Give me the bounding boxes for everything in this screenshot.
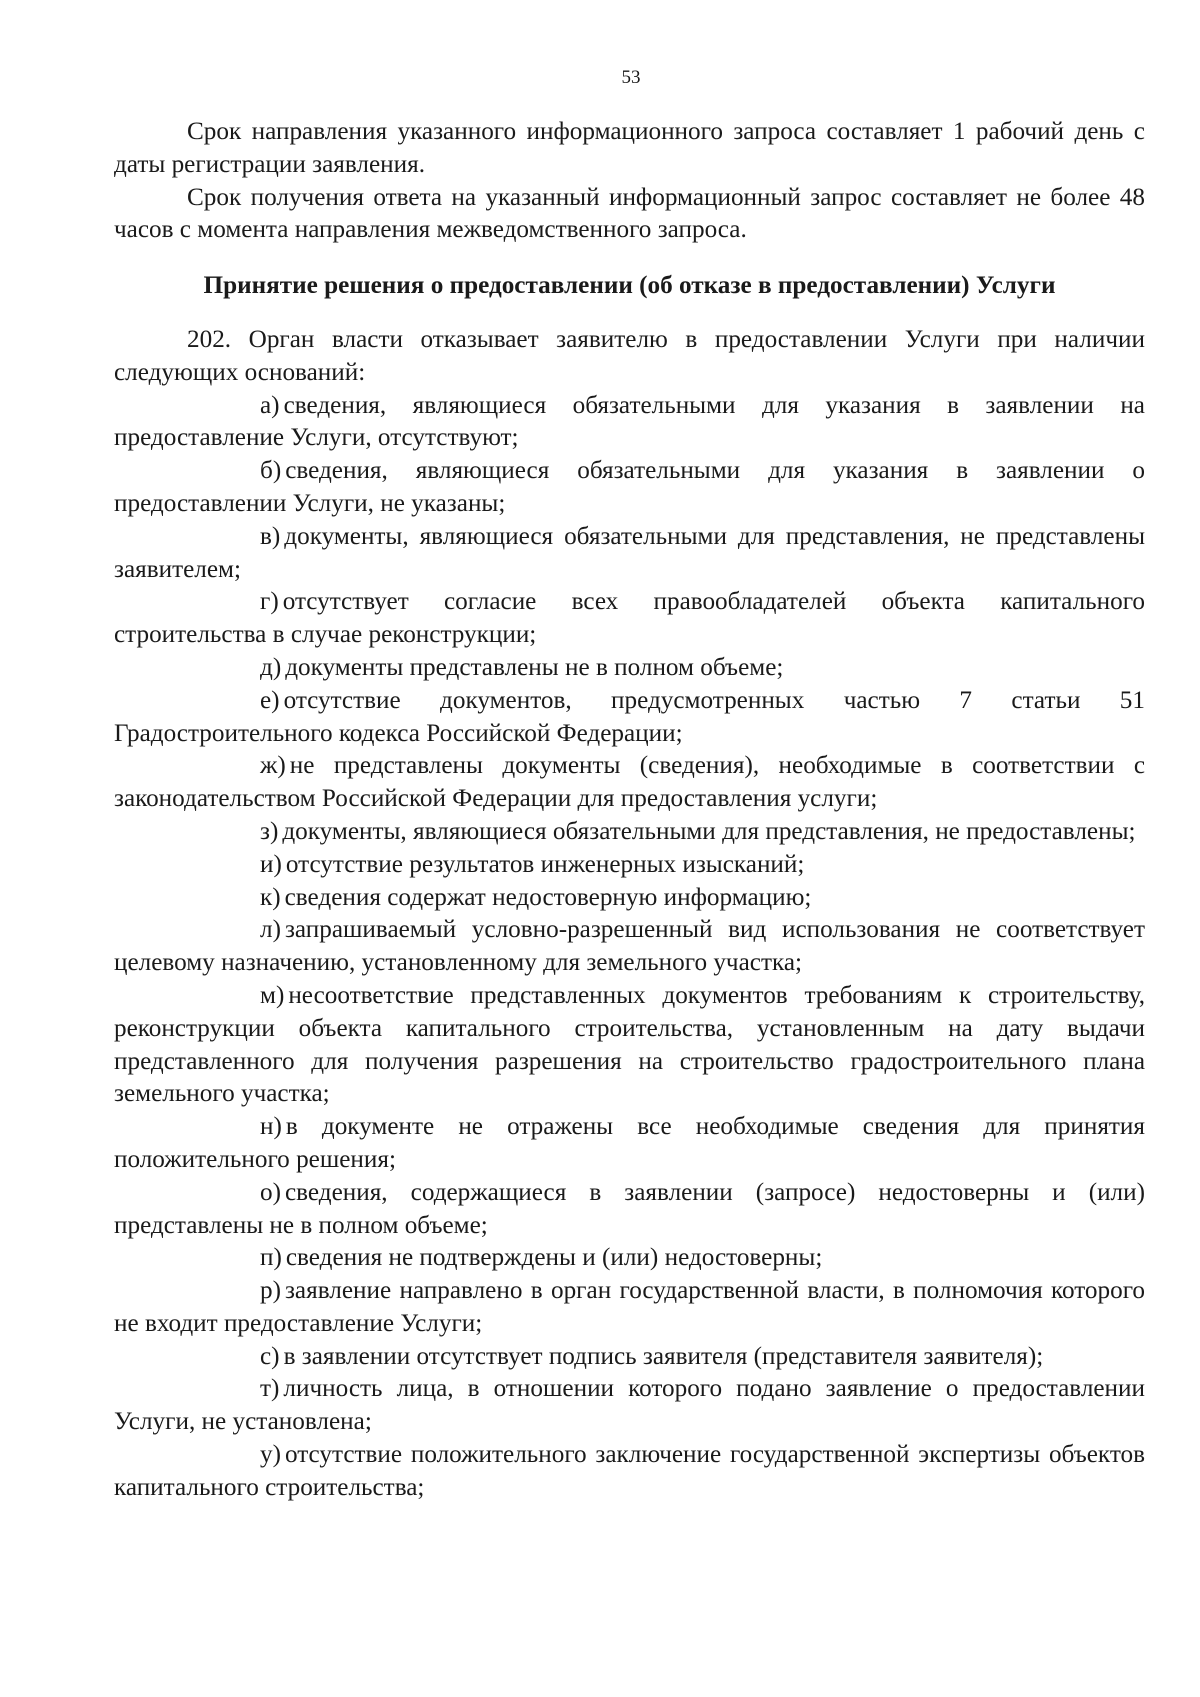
list-item bbox=[114, 1242, 1145, 1275]
list-item-marker: ж) bbox=[260, 752, 286, 780]
list-item-marker: н) bbox=[260, 1113, 282, 1141]
list-item-text: отсутствие документов, предусмотренных частью 7 статьи 51 Градостроительного кодекса Российской Федерации; bbox=[114, 686, 1145, 747]
list-item-marker: к) bbox=[260, 883, 281, 911]
page-number: 53 bbox=[621, 67, 641, 88]
list-item-marker: л) bbox=[260, 916, 281, 944]
list-item-marker: п) bbox=[260, 1244, 282, 1272]
list-item bbox=[114, 1341, 1145, 1374]
list-item-text: сведения, являющиеся обязательными для указания в заявлении на предоставление Услуги, отсутствуют; bbox=[114, 391, 1145, 452]
section-heading: Принятие решения о предоставлении (об отказе в предоставлении) Услуги bbox=[203, 272, 1056, 300]
list-item-text: сведения, являющиеся обязательными для указания в заявлении о предоставлении Услуги, не указаны; bbox=[114, 457, 1145, 517]
intro-paragraph-1: Срок направления указанного информационного запроса составляет 1 рабочий день с даты регистрации заявления. bbox=[114, 118, 1145, 178]
list-item bbox=[114, 1177, 1145, 1243]
list-item-marker: с) bbox=[260, 1342, 280, 1370]
list-item-marker: е) bbox=[260, 686, 280, 714]
list-item-marker: г) bbox=[260, 588, 279, 616]
list-item-text: отсутствует согласие всех правообладателей объекта капитального строительства в случае реконструкции; bbox=[114, 588, 1145, 649]
list-item-marker: а) bbox=[260, 391, 280, 419]
list-item bbox=[114, 980, 1145, 1111]
list-item-text: запрашиваемый условно-разрешенный вид использования не соответствует целевому назначению, установленному для земельного участка; bbox=[114, 916, 1145, 977]
list-item bbox=[114, 586, 1145, 652]
list-item-text: заявление направлено в орган государственной власти, в полномочия которого не входит предоставление Услуги; bbox=[114, 1277, 1145, 1337]
list-item bbox=[114, 390, 1145, 456]
list-item bbox=[114, 521, 1145, 587]
list-item bbox=[114, 1373, 1145, 1439]
grounds-list bbox=[114, 390, 1145, 1505]
list-item-text: документы, являющиеся обязательными для представления, не предоставлены; bbox=[282, 817, 1136, 845]
list-item-marker: у) bbox=[260, 1441, 281, 1469]
list-item-text: сведения не подтверждены и (или) недостоверны; bbox=[285, 1244, 823, 1272]
list-item bbox=[114, 455, 1145, 521]
list-item-text: в документе не отражены все необходимые сведения для принятия положительного решения; bbox=[114, 1113, 1145, 1173]
list-item bbox=[114, 882, 1145, 915]
list-item-marker: т) bbox=[260, 1375, 280, 1403]
list-item-marker: и) bbox=[260, 850, 282, 878]
clause-202: 202. Орган власти отказывает заявителю в предоставлении Услуги при наличии следующих оснований: bbox=[114, 325, 1145, 386]
list-item-text: сведения содержат недостоверную информацию; bbox=[284, 883, 812, 911]
list-item bbox=[114, 1275, 1145, 1341]
list-item-marker: з) bbox=[260, 817, 279, 845]
list-item-marker: о) bbox=[260, 1178, 281, 1206]
list-item-text: личность лица, в отношении которого подано заявление о предоставлении Услуги, не установлена; bbox=[114, 1375, 1145, 1436]
list-item-text: сведения, содержащиеся в заявлении (запросе) недостоверны и (или) представлены не в полном объеме; bbox=[114, 1178, 1145, 1239]
list-item bbox=[114, 750, 1145, 816]
list-item-text: отсутствие положительного заключение государственной экспертизы объектов капитального строительства; bbox=[114, 1441, 1145, 1501]
list-item-marker: р) bbox=[260, 1277, 281, 1305]
list-item-marker: б) bbox=[260, 457, 282, 485]
list-item bbox=[114, 816, 1145, 849]
document-body bbox=[114, 116, 1145, 1505]
list-item-text: не представлены документы (сведения), необходимые в соответствии с законодательством Российской Федерации для предоставления услуги; bbox=[114, 752, 1145, 813]
list-item bbox=[114, 849, 1145, 882]
list-item bbox=[114, 685, 1145, 751]
list-item bbox=[114, 914, 1145, 980]
list-item-marker: в) bbox=[260, 522, 281, 550]
list-item-text: в заявлении отсутствует подпись заявителя (представителя заявителя); bbox=[283, 1342, 1044, 1370]
intro-paragraph-2: Срок получения ответа на указанный информационный запрос составляет не более 48 часов с момента направления межведомственного запроса. bbox=[114, 183, 1145, 244]
list-item-text: несоответствие представленных документов требованиям к строительству, реконструкции объекта капитального строительства, установленным на дату выдачи представленного для получения разрешения на строительство градостроительного плана земельного участка; bbox=[114, 981, 1145, 1108]
list-item-marker: м) bbox=[260, 981, 285, 1009]
list-item bbox=[114, 1439, 1145, 1505]
list-item bbox=[114, 652, 1145, 685]
list-item-marker: д) bbox=[260, 653, 282, 681]
list-item-text: отсутствие результатов инженерных изысканий; bbox=[285, 850, 805, 878]
list-item bbox=[114, 1111, 1145, 1177]
list-item-text: документы, являющиеся обязательными для представления, не представлены заявителем; bbox=[114, 522, 1145, 583]
list-item-text: документы представлены не в полном объеме; bbox=[285, 653, 784, 681]
